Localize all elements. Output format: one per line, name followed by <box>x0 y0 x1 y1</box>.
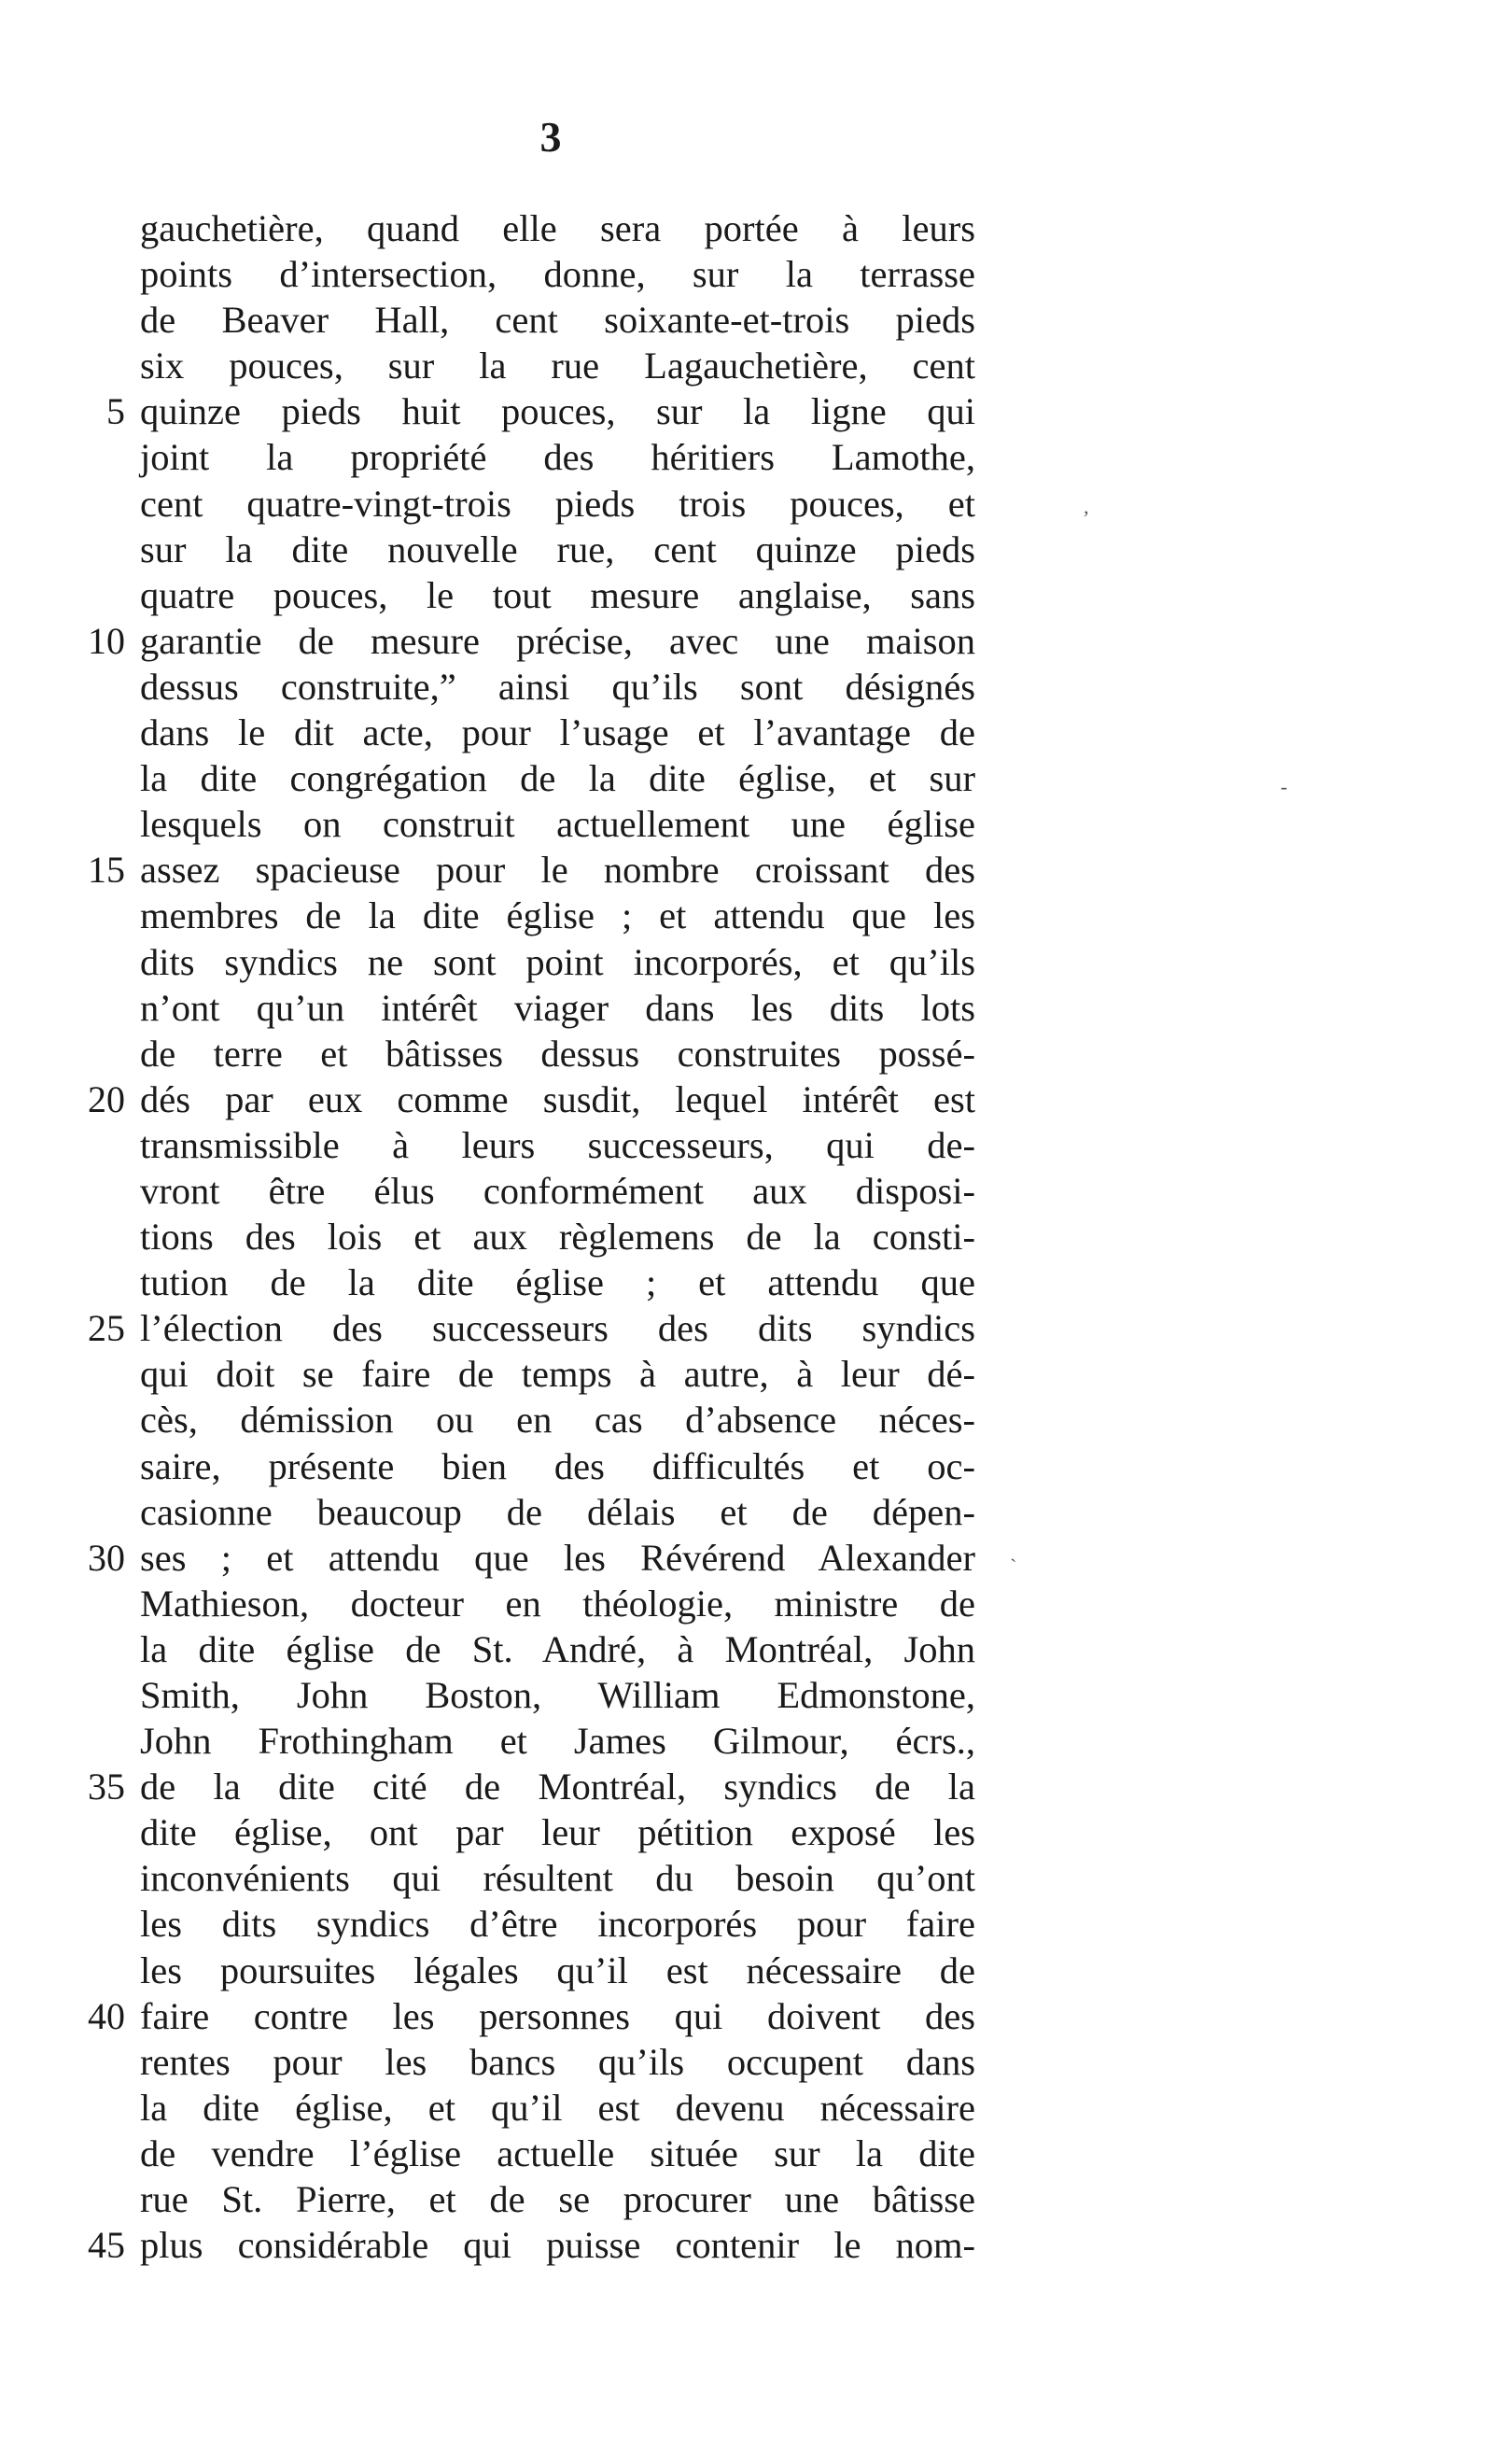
text-line <box>140 1351 975 1397</box>
text-line <box>140 205 975 251</box>
line-number: 35 <box>88 1766 125 1808</box>
text-line <box>140 251 975 297</box>
line-number: 15 <box>88 849 125 892</box>
line-text: tution de la dite église ; et attendu que <box>140 1261 975 1304</box>
line-text: points d’intersection, donne, sur la terrasse <box>140 253 975 296</box>
line-text: ses ; et attendu que les Révérend Alexander <box>140 1536 975 1579</box>
text-line <box>140 939 975 985</box>
text-line <box>140 1809 975 1855</box>
line-text: joint la propriété des héritiers Lamothe, <box>140 436 975 479</box>
line-number: 25 <box>88 1307 125 1350</box>
text-line <box>88 847 975 893</box>
line-text: transmissible à leurs successeurs, qui de- <box>140 1123 975 1166</box>
line-text: vront être élus conformément aux disposi- <box>140 1169 975 1212</box>
text-line <box>88 1535 975 1581</box>
line-text: qui doit se faire de temps à autre, à leur dé- <box>140 1353 975 1396</box>
line-text: rue St. Pierre, et de se procurer une bâtisse <box>140 2178 975 2221</box>
line-text: garantie de mesure précise, avec une maison <box>140 619 975 662</box>
text-line <box>140 755 975 801</box>
line-text: sur la dite nouvelle rue, cent quinze pieds <box>140 528 975 570</box>
line-text: la dite église de St. André, à Montréal, John <box>140 1627 975 1670</box>
text-line <box>140 1122 975 1168</box>
line-text: dessus construite,” ainsi qu’ils sont désignés <box>140 665 975 708</box>
text-line <box>140 297 975 343</box>
line-text: la dite congrégation de la dite église, et sur <box>140 757 975 800</box>
line-text: de terre et bâtisses dessus construites possé- <box>140 1032 975 1075</box>
line-text: n’ont qu’un intérêt viager dans les dits lots <box>140 986 975 1029</box>
line-text: cès, démission ou en cas d’absence néces- <box>140 1399 975 1442</box>
line-text: tions des lois et aux règlemens de la consti- <box>140 1216 975 1259</box>
line-text: dés par eux comme susdit, lequel intérêt est <box>140 1077 975 1120</box>
line-text: faire contre les personnes qui doivent des <box>140 1994 975 2037</box>
line-text: six pouces, sur la rue Lagauchetière, cent <box>140 345 975 387</box>
line-number: 20 <box>88 1077 125 1120</box>
line-text: la dite église, et qu’il est devenu nécessaire <box>140 2086 975 2129</box>
text-line <box>140 985 975 1031</box>
text-line <box>140 2039 975 2085</box>
line-text: saire, présente bien des difficultés et oc- <box>140 1444 975 1487</box>
text-line <box>88 618 975 664</box>
line-text: quatre pouces, le tout mesure anglaise, sans <box>140 573 975 616</box>
line-text: dans le dit acte, pour l’usage et l’avantage de <box>140 711 975 754</box>
line-text: dite église, ont par leur pétition exposé les <box>140 1811 975 1854</box>
text-line <box>140 1948 975 1993</box>
line-text: membres de la dite église ; et attendu que les <box>140 894 975 937</box>
text-line <box>88 1305 975 1351</box>
text-line <box>140 1901 975 1947</box>
line-text: de Beaver Hall, cent soixante-et-trois pieds <box>140 299 975 342</box>
text-line <box>106 388 975 434</box>
text-line <box>140 1581 975 1626</box>
line-text: rentes pour les bancs qu’ils occupent dans <box>140 2040 975 2083</box>
text-line <box>140 1489 975 1535</box>
text-line <box>140 2085 975 2131</box>
text-line <box>88 1764 975 1809</box>
line-number: 5 <box>106 390 125 433</box>
text-line <box>140 1214 975 1259</box>
line-text: Mathieson, docteur en théologie, ministre de <box>140 1582 975 1625</box>
text-line <box>140 2176 975 2222</box>
text-line <box>140 2131 975 2176</box>
text-line <box>140 1168 975 1214</box>
text-line <box>140 481 975 527</box>
text-line <box>140 710 975 755</box>
text-line <box>140 434 975 480</box>
margin-speck: ‚ <box>1083 495 1090 518</box>
line-text: de vendre l’église actuelle située sur la dite <box>140 2131 975 2174</box>
line-text: quinze pieds huit pouces, sur la ligne qui <box>140 390 975 433</box>
line-text: assez spacieuse pour le nombre croissant des <box>140 849 975 892</box>
line-number: 30 <box>88 1536 125 1579</box>
margin-speck: - <box>1281 775 1288 798</box>
text-line <box>140 1259 975 1305</box>
line-text: les poursuites légales qu’il est nécessaire de <box>140 1949 975 1991</box>
text-line <box>88 1993 975 2039</box>
text-line <box>140 893 975 938</box>
line-text: dits syndics ne sont point incorporés, et qu’ils <box>140 940 975 983</box>
text-line <box>140 1718 975 1764</box>
line-number: 45 <box>88 2224 125 2267</box>
text-line <box>140 1397 975 1442</box>
line-text: gauchetière, quand elle sera portée à leurs <box>140 207 975 249</box>
line-text: plus considérable qui puisse contenir le nom- <box>140 2224 975 2267</box>
line-text: Smith, John Boston, William Edmonstone, <box>140 1674 975 1716</box>
line-text: John Frothingham et James Gilmour, écrs., <box>140 1720 975 1763</box>
text-line <box>140 664 975 710</box>
text-line <box>140 527 975 572</box>
line-text: les dits syndics d’être incorporés pour faire <box>140 1903 975 1946</box>
text-line <box>140 801 975 847</box>
text-line <box>140 1031 975 1076</box>
text-line <box>140 1672 975 1718</box>
line-number: 10 <box>88 619 125 662</box>
text-line <box>140 1855 975 1901</box>
line-text: l’élection des successeurs des dits syndics <box>140 1307 975 1350</box>
page-number: 3 <box>539 113 562 161</box>
text-line <box>140 572 975 618</box>
text-line <box>140 343 975 388</box>
line-text: casionne beaucoup de délais et de dépen- <box>140 1490 975 1533</box>
text-line <box>140 1626 975 1672</box>
line-number: 40 <box>88 1994 125 2037</box>
text-line <box>88 1076 975 1122</box>
body-text <box>88 205 975 2268</box>
line-text: inconvénients qui résultent du besoin qu’ont <box>140 1857 975 1900</box>
line-text: cent quatre-vingt-trois pieds trois pouces, et <box>140 482 975 525</box>
text-line <box>140 1443 975 1489</box>
line-text: de la dite cité de Montréal, syndics de la <box>140 1766 975 1808</box>
text-line <box>88 2222 975 2268</box>
margin-speck: ` <box>1010 1555 1017 1578</box>
line-text: lesquels on construit actuellement une église <box>140 803 975 846</box>
